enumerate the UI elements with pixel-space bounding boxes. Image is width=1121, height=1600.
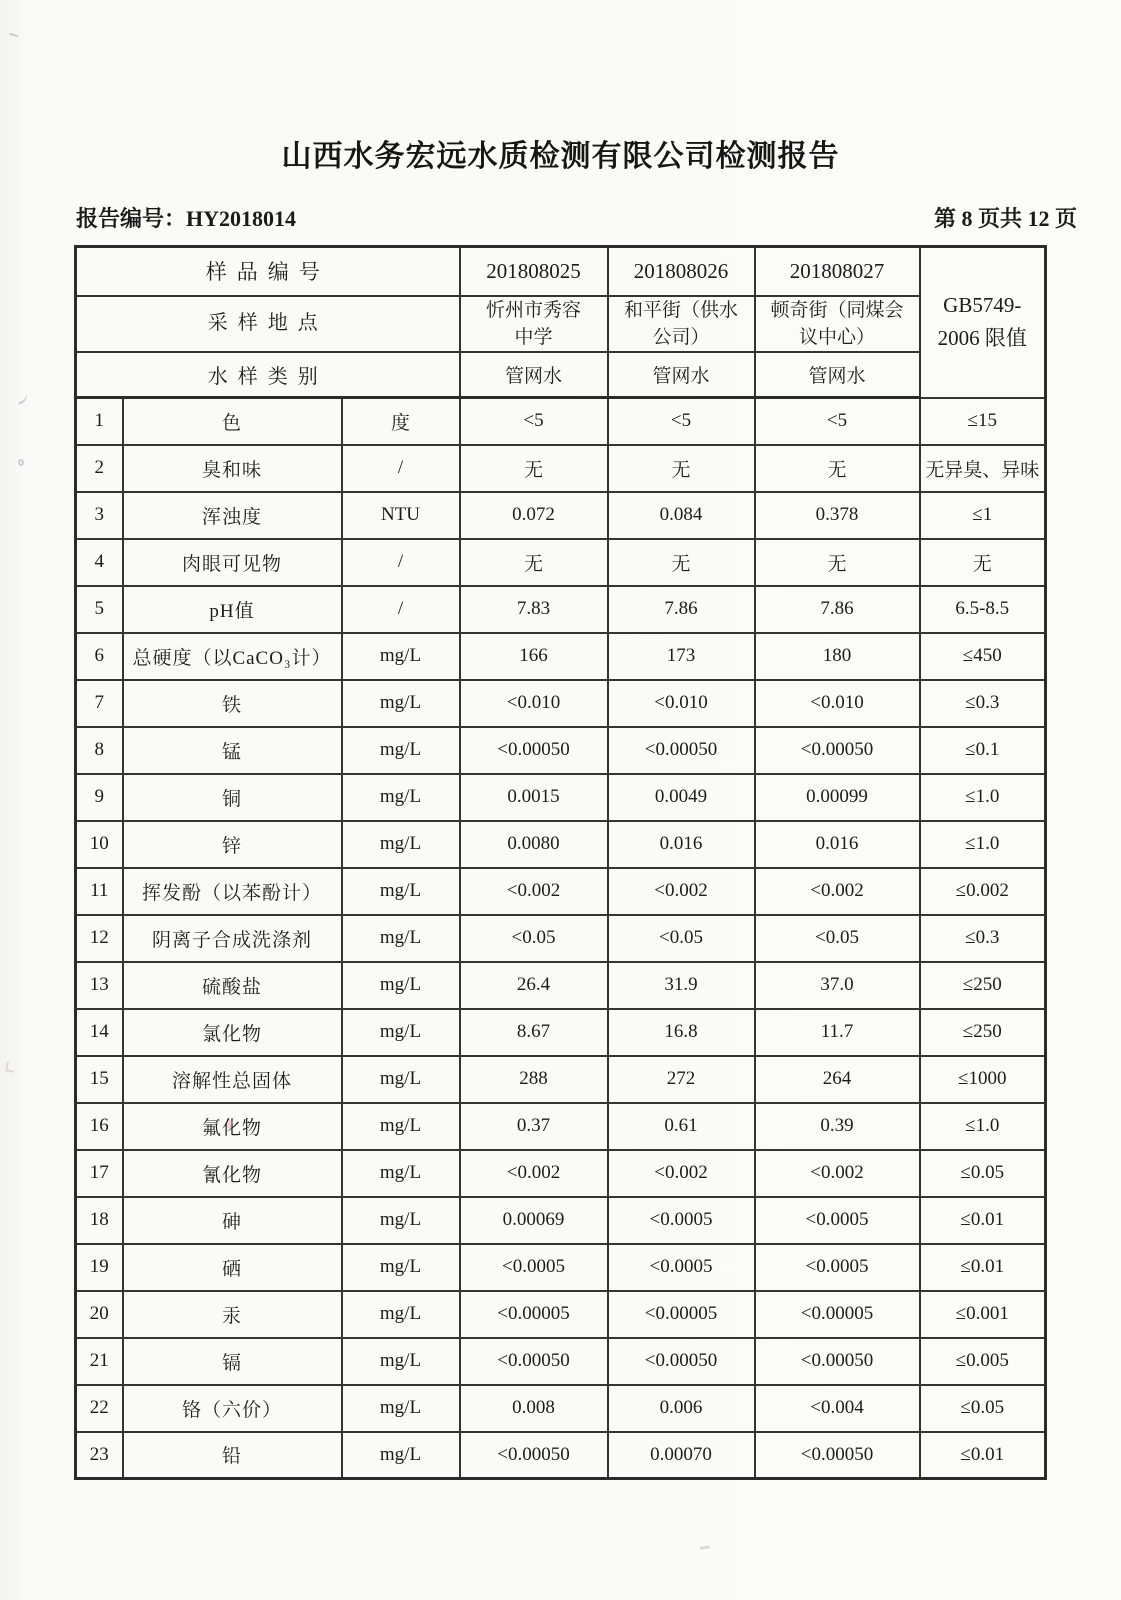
row-number-cell: 6 — [76, 633, 123, 680]
limit-value-cell: ≤0.1 — [920, 727, 1046, 774]
limit-value-cell: ≤1.0 — [920, 1103, 1046, 1150]
item-name-cell: 锌 — [123, 821, 342, 868]
row-number-cell: 23 — [76, 1432, 123, 1479]
unit-cell: mg/L — [342, 774, 460, 821]
sample3-value-cell: <5 — [755, 398, 920, 445]
sample3-value-cell: 7.86 — [755, 586, 920, 633]
sample3-value-cell: 无 — [755, 539, 920, 586]
sample1-value-cell: 166 — [460, 633, 608, 680]
unit-cell: mg/L — [342, 868, 460, 915]
table-row — [76, 1197, 1046, 1244]
scan-artifact — [9, 33, 19, 40]
sample1-value-cell: 0.37 — [460, 1103, 608, 1150]
unit-cell: mg/L — [342, 821, 460, 868]
sample2-value-cell: 0.016 — [608, 821, 755, 868]
item-name-cell: 硒 — [123, 1244, 342, 1291]
row-number-cell: 16 — [76, 1103, 123, 1150]
row-number-cell: 22 — [76, 1385, 123, 1432]
unit-cell: mg/L — [342, 1244, 460, 1291]
sample2-type: 管网水 — [608, 352, 755, 398]
sample2-location — [608, 296, 755, 352]
unit-cell: mg/L — [342, 1432, 460, 1479]
unit-cell: mg/L — [342, 680, 460, 727]
item-name-cell: 砷 — [123, 1197, 342, 1244]
sample2-value-cell: 173 — [608, 633, 755, 680]
item-name-cell: 铁 — [123, 680, 342, 727]
sample2-value-cell: 0.0049 — [608, 774, 755, 821]
row-number-cell: 11 — [76, 868, 123, 915]
sample1-value-cell: <0.00050 — [460, 1432, 608, 1479]
sample1-value-cell: 0.00069 — [460, 1197, 608, 1244]
table-row — [76, 1338, 1046, 1385]
row-number-cell: 1 — [76, 398, 123, 445]
location-line: 顿奇街（同煤会 — [770, 299, 904, 321]
table-row — [76, 1056, 1046, 1103]
sample1-value-cell: 0.0015 — [460, 774, 608, 821]
table-row — [76, 1432, 1046, 1479]
unit-cell: mg/L — [342, 962, 460, 1009]
table-row — [76, 445, 1046, 492]
limit-value-cell: 6.5-8.5 — [920, 586, 1046, 633]
item-name-cell: 镉 — [123, 1338, 342, 1385]
unit-cell: mg/L — [342, 633, 460, 680]
sample3-type: 管网水 — [755, 352, 920, 398]
row-number-cell: 20 — [76, 1291, 123, 1338]
scan-artifact — [16, 392, 29, 404]
sample3-number: 201808027 — [755, 247, 920, 296]
sample1-value-cell: 0.008 — [460, 1385, 608, 1432]
sample3-value-cell: <0.05 — [755, 915, 920, 962]
sample2-value-cell: 31.9 — [608, 962, 755, 1009]
sample3-value-cell: 180 — [755, 633, 920, 680]
row-number-cell: 2 — [76, 445, 123, 492]
sample3-value-cell: <0.004 — [755, 1385, 920, 1432]
sample3-value-cell: <0.0005 — [755, 1197, 920, 1244]
limit-value-cell: 无 — [920, 539, 1046, 586]
sample1-value-cell: <0.00050 — [460, 727, 608, 774]
table-row — [76, 868, 1046, 915]
item-name-cell: 铬（六价） — [123, 1385, 342, 1432]
unit-cell: mg/L — [342, 727, 460, 774]
table-row — [76, 821, 1046, 868]
header-row-type — [76, 352, 1046, 398]
item-name-cell: 氯化物 — [123, 1009, 342, 1056]
sample2-value-cell: <0.00050 — [608, 1338, 755, 1385]
sample3-value-cell: 无 — [755, 445, 920, 492]
sample2-value-cell: 无 — [608, 539, 755, 586]
header-row-sample-no — [76, 247, 1046, 296]
table-row — [76, 1291, 1046, 1338]
table-row — [76, 1103, 1046, 1150]
limit-value-cell: ≤0.3 — [920, 915, 1046, 962]
table-row — [76, 680, 1046, 727]
unit-cell: mg/L — [342, 1385, 460, 1432]
location-line: 和平街（供水 — [623, 299, 738, 321]
header-row-location — [76, 296, 1046, 352]
table-row — [76, 915, 1046, 962]
sample3-value-cell: 0.39 — [755, 1103, 920, 1150]
limit-value-cell: ≤15 — [920, 398, 1046, 445]
table-row — [76, 727, 1046, 774]
sample1-value-cell: 8.67 — [460, 1009, 608, 1056]
sample3-value-cell: 264 — [755, 1056, 920, 1103]
item-name-cell: 锰 — [123, 727, 342, 774]
row-number-cell: 7 — [76, 680, 123, 727]
sample3-value-cell: <0.00050 — [755, 1432, 920, 1479]
limit-value-cell: ≤1.0 — [920, 774, 1046, 821]
limit-value-cell: ≤450 — [920, 633, 1046, 680]
item-name-cell: pH值 — [123, 586, 342, 633]
limit-value-cell: ≤0.002 — [920, 868, 1046, 915]
sample2-value-cell: <0.00005 — [608, 1291, 755, 1338]
sample2-value-cell: <0.010 — [608, 680, 755, 727]
sample3-value-cell: <0.00050 — [755, 727, 920, 774]
sample2-value-cell: <0.05 — [608, 915, 755, 962]
item-name-cell: 色 — [123, 398, 342, 445]
item-name-cell: 氰化物 — [123, 1150, 342, 1197]
sample3-value-cell: 0.00099 — [755, 774, 920, 821]
unit-cell: NTU — [342, 492, 460, 539]
unit-cell: / — [342, 445, 460, 492]
row-number-cell: 12 — [76, 915, 123, 962]
sample2-value-cell: <5 — [608, 398, 755, 445]
row-number-cell: 13 — [76, 962, 123, 1009]
table-row — [76, 1385, 1046, 1432]
sample3-value-cell: <0.002 — [755, 868, 920, 915]
table-body — [76, 398, 1046, 1479]
limit-value-cell: ≤250 — [920, 962, 1046, 1009]
row-number-cell: 5 — [76, 586, 123, 633]
sample1-value-cell: 0.0080 — [460, 821, 608, 868]
limit-value-cell: ≤0.005 — [920, 1338, 1046, 1385]
table-row — [76, 586, 1046, 633]
sample3-value-cell: 11.7 — [755, 1009, 920, 1056]
sample3-value-cell: 0.016 — [755, 821, 920, 868]
item-name-cell: 浑浊度 — [123, 492, 342, 539]
sample3-value-cell: <0.00050 — [755, 1338, 920, 1385]
results-table — [74, 245, 1047, 1480]
sample1-value-cell: 26.4 — [460, 962, 608, 1009]
row-number-cell: 14 — [76, 1009, 123, 1056]
sample1-value-cell: <0.0005 — [460, 1244, 608, 1291]
limit-value-cell: ≤1 — [920, 492, 1046, 539]
sample2-value-cell: <0.00050 — [608, 727, 755, 774]
sample1-value-cell: <0.00005 — [460, 1291, 608, 1338]
sample1-value-cell: <0.002 — [460, 1150, 608, 1197]
unit-cell: mg/L — [342, 1056, 460, 1103]
item-name-cell: 总硬度（以CaCO₃计） — [123, 633, 342, 680]
sample1-value-cell: <0.010 — [460, 680, 608, 727]
row-number-cell: 8 — [76, 727, 123, 774]
sample2-value-cell: 272 — [608, 1056, 755, 1103]
row-number-cell: 21 — [76, 1338, 123, 1385]
item-name-cell: 汞 — [123, 1291, 342, 1338]
sample2-value-cell: 16.8 — [608, 1009, 755, 1056]
row-number-cell: 18 — [76, 1197, 123, 1244]
sample2-value-cell: <0.0005 — [608, 1244, 755, 1291]
sample2-value-cell: 0.61 — [608, 1103, 755, 1150]
table-row — [76, 1150, 1046, 1197]
unit-cell: mg/L — [342, 915, 460, 962]
item-name-cell: 溶解性总固体 — [123, 1056, 342, 1103]
row-number-cell: 4 — [76, 539, 123, 586]
limit-value-cell: ≤0.01 — [920, 1197, 1046, 1244]
report-number: 报告编号：HY2018014 — [76, 206, 297, 231]
unit-cell: mg/L — [342, 1150, 460, 1197]
table-row — [76, 1244, 1046, 1291]
unit-cell: mg/L — [342, 1291, 460, 1338]
sample3-value-cell: <0.0005 — [755, 1244, 920, 1291]
item-name-cell: 铅 — [123, 1432, 342, 1479]
limit-value-cell: ≤0.01 — [920, 1432, 1046, 1479]
sample1-value-cell: 7.83 — [460, 586, 608, 633]
page-title: 山西水务宏远水质检测有限公司检测报告 — [281, 140, 840, 173]
sample2-number: 201808026 — [608, 247, 755, 296]
sample2-value-cell: <0.002 — [608, 868, 755, 915]
sample1-type: 管网水 — [460, 352, 608, 398]
sample1-value-cell: 0.072 — [460, 492, 608, 539]
row-number-cell: 10 — [76, 821, 123, 868]
row-number-cell: 19 — [76, 1244, 123, 1291]
sample2-value-cell: <0.0005 — [608, 1197, 755, 1244]
item-name-cell: 铜 — [123, 774, 342, 821]
unit-cell: / — [342, 539, 460, 586]
sample1-value-cell: <0.05 — [460, 915, 608, 962]
location-line: 议中心） — [798, 326, 875, 348]
limit-value-cell: ≤1.0 — [920, 821, 1046, 868]
meta-row — [76, 202, 1077, 233]
limit-value-cell: ≤0.05 — [920, 1385, 1046, 1432]
sample1-value-cell: <0.002 — [460, 868, 608, 915]
unit-cell: mg/L — [342, 1197, 460, 1244]
sample1-value-cell: 288 — [460, 1056, 608, 1103]
limit-value-cell: 无异臭、异味 — [920, 445, 1046, 492]
unit-cell: / — [342, 586, 460, 633]
unit-cell: mg/L — [342, 1103, 460, 1150]
table-row — [76, 962, 1046, 1009]
item-name-cell: 硫酸盐 — [123, 962, 342, 1009]
limit-value-cell: ≤0.3 — [920, 680, 1046, 727]
location-line: 公司） — [652, 326, 710, 348]
sample3-location — [755, 296, 920, 352]
water-type-label: 水样类别 — [76, 352, 460, 398]
table-row — [76, 633, 1046, 680]
sample2-value-cell: 0.00070 — [608, 1432, 755, 1479]
sample2-value-cell: <0.002 — [608, 1150, 755, 1197]
row-number-cell: 3 — [76, 492, 123, 539]
row-number-cell: 9 — [76, 774, 123, 821]
location-label: 采样地点 — [76, 296, 460, 352]
table-row — [76, 398, 1046, 445]
scan-artifact — [700, 1545, 710, 1549]
table-row — [76, 1009, 1046, 1056]
limit-value-cell: ≤1000 — [920, 1056, 1046, 1103]
unit-cell: mg/L — [342, 1338, 460, 1385]
location-line: 忻州市秀容 — [485, 299, 581, 321]
item-name-cell: 肉眼可见物 — [123, 539, 342, 586]
table-row — [76, 539, 1046, 586]
sample1-value-cell: <5 — [460, 398, 608, 445]
table-row — [76, 774, 1046, 821]
sample3-value-cell: <0.00005 — [755, 1291, 920, 1338]
sample-no-label: 样品编号 — [76, 247, 460, 296]
sample1-number: 201808025 — [460, 247, 608, 296]
limit-standard-line2: 2006 限值 — [937, 326, 1027, 351]
unit-cell: mg/L — [342, 1009, 460, 1056]
sample1-value-cell: 无 — [460, 445, 608, 492]
sample3-value-cell: 0.378 — [755, 492, 920, 539]
sample3-value-cell: <0.002 — [755, 1150, 920, 1197]
sample2-value-cell: 7.86 — [608, 586, 755, 633]
sample1-location — [460, 296, 608, 352]
scan-artifact — [18, 459, 24, 466]
limit-value-cell: ≤250 — [920, 1009, 1046, 1056]
item-name-cell: 臭和味 — [123, 445, 342, 492]
sample3-value-cell: 37.0 — [755, 962, 920, 1009]
item-name-cell: 阴离子合成洗涤剂 — [123, 915, 342, 962]
sample2-value-cell: 0.006 — [608, 1385, 755, 1432]
limit-standard-line1: GB5749- — [943, 293, 1022, 318]
row-number-cell: 15 — [76, 1056, 123, 1103]
row-number-cell: 17 — [76, 1150, 123, 1197]
location-line: 中学 — [514, 326, 553, 348]
sample1-value-cell: 无 — [460, 539, 608, 586]
limit-standard-header — [920, 247, 1046, 398]
table-header — [76, 247, 1046, 398]
sample2-value-cell: 0.084 — [608, 492, 755, 539]
sample3-value-cell: <0.010 — [755, 680, 920, 727]
limit-value-cell: ≤0.001 — [920, 1291, 1046, 1338]
limit-value-cell: ≤0.01 — [920, 1244, 1046, 1291]
sample2-value-cell: 无 — [608, 445, 755, 492]
sample1-value-cell: <0.00050 — [460, 1338, 608, 1385]
unit-cell: 度 — [342, 398, 460, 445]
limit-value-cell: ≤0.05 — [920, 1150, 1046, 1197]
item-name-cell: 挥发酚（以苯酚计） — [123, 868, 342, 915]
table-row — [76, 492, 1046, 539]
scan-artifact — [5, 1061, 16, 1072]
item-name-cell: 氟化物 — [123, 1103, 342, 1150]
page-indicator: 第 8 页共 12 页 — [933, 206, 1077, 231]
